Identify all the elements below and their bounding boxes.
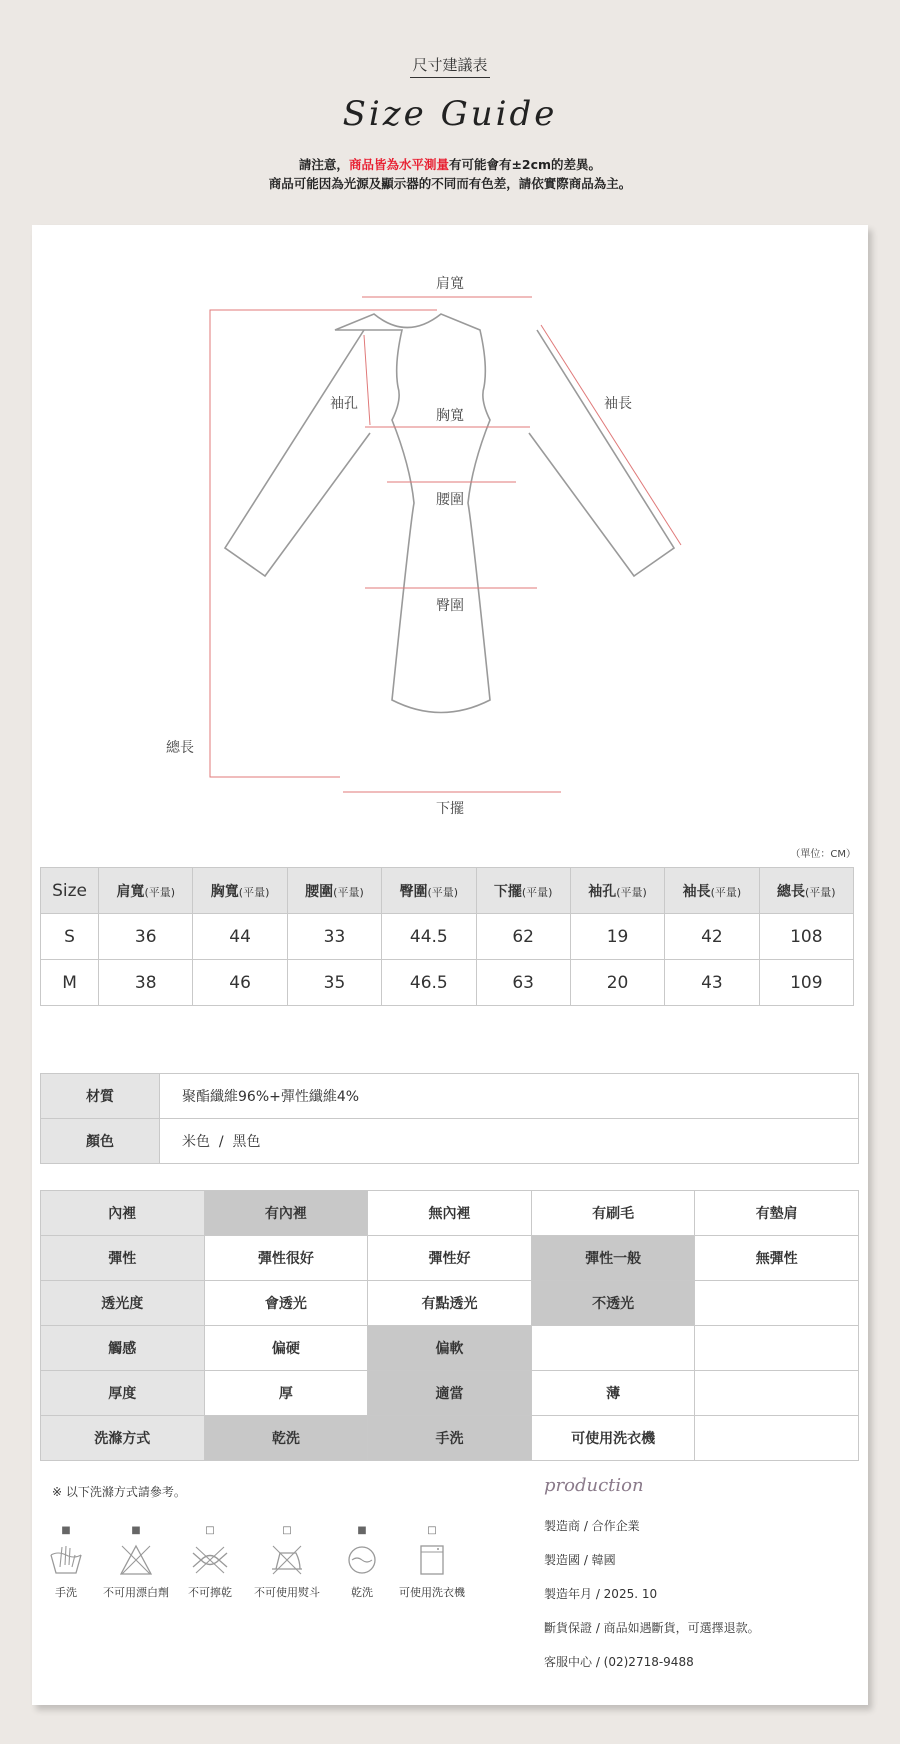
wash-label: 乾洗 (351, 1586, 373, 1599)
dry-clean-icon (332, 1543, 392, 1580)
size-value-cell: 46.5 (382, 960, 476, 1006)
wash-item (180, 1525, 240, 1600)
material-label: 材質 (41, 1074, 160, 1119)
washing-machine-icon (392, 1543, 472, 1580)
checked-box-icon: ■ (61, 1525, 71, 1536)
production-line: 製造商 / 合作企業 (544, 1519, 640, 1533)
property-option (695, 1416, 859, 1461)
size-value-cell: 63 (476, 960, 570, 1006)
property-label: 厚度 (41, 1371, 205, 1416)
property-row (41, 1191, 859, 1236)
production-line: 斷貨保證 / 商品如遇斷貨，可選擇退款。 (544, 1621, 760, 1635)
size-header-cell: Size (41, 868, 99, 914)
dress-outline (225, 314, 674, 713)
measure-header-cell: 臀圍(平量) (382, 868, 476, 914)
measure-header-cell: 袖孔(平量) (570, 868, 664, 914)
color-label: 顏色 (41, 1119, 160, 1164)
size-name-cell: S (41, 914, 99, 960)
property-option (531, 1326, 695, 1371)
label-armhole: 袖孔 (330, 396, 358, 412)
property-table (40, 1190, 859, 1461)
property-option: 有點透光 (368, 1281, 532, 1326)
size-value-cell: 33 (287, 914, 381, 960)
property-option: 不透光 (531, 1281, 695, 1326)
size-value-cell: 62 (476, 914, 570, 960)
production-line: 客服中心 / (02)2718-9488 (544, 1655, 694, 1669)
hand-wash-icon (36, 1543, 96, 1580)
size-table-header (41, 868, 854, 914)
size-row (41, 914, 854, 960)
property-option: 會透光 (204, 1281, 368, 1326)
wash-label: 不可使用熨斗 (254, 1586, 320, 1599)
page-subtitle: 尺寸建議表 (0, 54, 900, 75)
production-line: 製造國 / 韓國 (544, 1553, 616, 1567)
property-option: 彈性好 (368, 1236, 532, 1281)
armhole-line (364, 335, 370, 425)
measure-header-cell: 肩寬(平量) (99, 868, 193, 914)
size-value-cell: 19 (570, 914, 664, 960)
size-value-cell: 109 (759, 960, 853, 1006)
material-row (41, 1074, 859, 1119)
material-table (40, 1073, 859, 1164)
wash-label: 不可擰乾 (188, 1586, 232, 1599)
property-label: 彈性 (41, 1236, 205, 1281)
property-option: 偏軟 (368, 1326, 532, 1371)
size-value-cell: 35 (287, 960, 381, 1006)
property-option: 彈性一般 (531, 1236, 695, 1281)
unchecked-box-icon: □ (282, 1525, 292, 1536)
color-value: 米色 / 黑色 (160, 1119, 859, 1164)
wash-item (392, 1525, 472, 1600)
wash-label: 手洗 (55, 1586, 77, 1599)
label-hem: 下擺 (436, 801, 464, 817)
size-value-cell: 20 (570, 960, 664, 1006)
size-value-cell: 44 (193, 914, 287, 960)
measurement-notice: 請注意，商品皆為水平測量有可能會有±2cm的差異。 商品可能因為光源及顯示器的不同而有色差，請依實際商品為主。 (268, 157, 632, 191)
size-value-cell: 44.5 (382, 914, 476, 960)
unchecked-box-icon: □ (427, 1525, 437, 1536)
property-option (695, 1281, 859, 1326)
dress-diagram (32, 225, 868, 825)
property-option: 乾洗 (204, 1416, 368, 1461)
no-bleach-icon (96, 1543, 176, 1580)
color-row (41, 1119, 859, 1164)
property-option: 無內裡 (368, 1191, 532, 1236)
property-option: 厚 (204, 1371, 368, 1416)
size-value-cell: 43 (665, 960, 759, 1006)
property-option: 薄 (531, 1371, 695, 1416)
size-name-cell: M (41, 960, 99, 1006)
size-value-cell: 108 (759, 914, 853, 960)
property-row (41, 1326, 859, 1371)
property-option (695, 1326, 859, 1371)
property-option: 無彈性 (695, 1236, 859, 1281)
no-iron-icon (247, 1543, 327, 1580)
unchecked-box-icon: □ (205, 1525, 215, 1536)
measure-header-cell: 腰圍(平量) (287, 868, 381, 914)
property-option: 彈性很好 (204, 1236, 368, 1281)
property-option (695, 1371, 859, 1416)
page-title: Size Guide (342, 94, 558, 134)
size-value-cell: 46 (193, 960, 287, 1006)
measure-header-cell: 下擺(平量) (476, 868, 570, 914)
property-label: 觸感 (41, 1326, 205, 1371)
unit-label: （單位：CM） (790, 849, 856, 860)
label-chest: 胸寬 (436, 408, 464, 424)
wash-item (96, 1525, 176, 1600)
property-option: 可使用洗衣機 (531, 1416, 695, 1461)
length-line (210, 310, 437, 777)
checked-box-icon: ■ (357, 1525, 367, 1536)
property-option: 偏硬 (204, 1326, 368, 1371)
label-shoulder: 肩寬 (436, 276, 464, 292)
wash-item (36, 1525, 96, 1600)
label-hip: 臀圍 (436, 598, 464, 614)
size-table (40, 867, 854, 1006)
property-row (41, 1416, 859, 1461)
property-option: 有內裡 (204, 1191, 368, 1236)
checked-box-icon: ■ (131, 1525, 141, 1536)
measure-header-cell: 總長(平量) (759, 868, 853, 914)
size-guide-card (32, 225, 868, 1705)
size-value-cell: 38 (99, 960, 193, 1006)
wash-note: ※ 以下洗滌方式請參考。 (52, 1485, 186, 1499)
property-option: 適當 (368, 1371, 532, 1416)
property-option: 有墊肩 (695, 1191, 859, 1236)
measure-header-cell: 胸寬(平量) (193, 868, 287, 914)
property-row (41, 1371, 859, 1416)
property-label: 洗滌方式 (41, 1416, 205, 1461)
material-value: 聚酯纖維96%+彈性纖維4% (160, 1074, 859, 1119)
sleeve-line (541, 325, 681, 545)
wash-item (332, 1525, 392, 1600)
measure-header-cell: 袖長(平量) (665, 868, 759, 914)
wash-label: 不可用漂白劑 (103, 1586, 169, 1599)
size-value-cell: 42 (665, 914, 759, 960)
label-waist: 腰圍 (436, 492, 464, 508)
label-sleeve: 袖長 (604, 396, 632, 412)
property-row (41, 1281, 859, 1326)
property-option: 手洗 (368, 1416, 532, 1461)
property-label: 內裡 (41, 1191, 205, 1236)
size-value-cell: 36 (99, 914, 193, 960)
label-length: 總長 (166, 740, 194, 756)
property-label: 透光度 (41, 1281, 205, 1326)
no-wring-icon (180, 1543, 240, 1580)
property-option: 有刷毛 (531, 1191, 695, 1236)
size-row (41, 960, 854, 1006)
wash-label: 可使用洗衣機 (399, 1586, 465, 1599)
production-line: 製造年月 / 2025. 10 (544, 1587, 658, 1601)
production-title: production (544, 1475, 644, 1496)
property-row (41, 1236, 859, 1281)
wash-item (247, 1525, 327, 1600)
